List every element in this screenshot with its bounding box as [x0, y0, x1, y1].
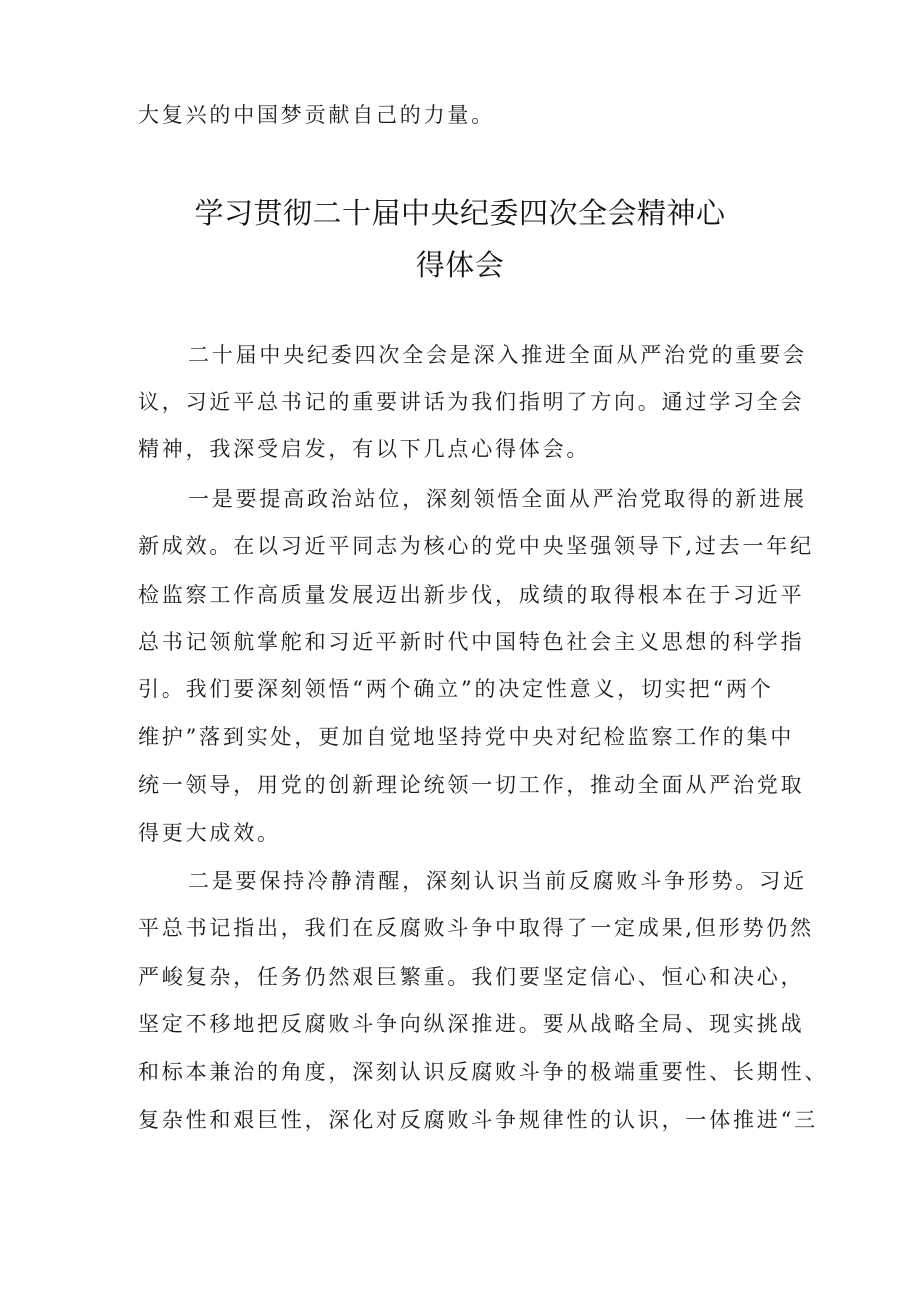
paragraph-line: 得更大成效。: [138, 821, 281, 845]
paragraph-line: 检监察工作高质量发展迈出新步伐，成绩的取得根本在于习近平: [138, 583, 805, 607]
paragraph-line: 总书记领航掌舵和习近平新时代中国特色社会主义思想的科学指: [138, 630, 805, 654]
paragraph-line: 坚定不移地把反腐败斗争向纵深推进。要从战略全局、现实挑战: [138, 1012, 805, 1036]
paragraph-line: 维护”落到实处，更加自觉地坚持党中央对纪检监察工作的集中: [138, 725, 795, 749]
paragraph-line: 二是要保持冷静清醒，深刻认识当前反腐败斗争形势。习近: [188, 869, 807, 893]
paragraph-line: 新成效。在以习近平同志为核心的党中央坚强领导下,过去一年纪: [138, 534, 814, 558]
document-title-line-2: 得体会: [415, 248, 505, 282]
paragraph-line: 议，习近平总书记的重要讲话为我们指明了方向。通过学习全会: [138, 390, 805, 414]
paragraph-line: 平总书记指出，我们在反腐败斗争中取得了一定成果,但形势仍然: [138, 916, 814, 940]
paragraph-line: 统一领导，用党的创新理论统领一切工作，推动全面从严治党取: [138, 773, 805, 797]
paragraph-line: 一是要提高政治站位，深刻领悟全面从严治党取得的新进展: [188, 487, 807, 511]
paragraph-line: 引。我们要深刻领悟“两个确立”的决定性意义，切实把“两个: [138, 677, 774, 701]
paragraph-line: 复杂性和艰巨性，深化对反腐败斗争规律性的认识，一体推进“三: [138, 1108, 818, 1132]
document-title-line-1: 学习贯彻二十届中央纪委四次全会精神心: [194, 196, 726, 230]
paragraph-line: 和标本兼治的角度，深刻认识反腐败斗争的极端重要性、长期性、: [138, 1060, 829, 1084]
paragraph-line: 二十届中央纪委四次全会是深入推进全面从严治党的重要会: [188, 343, 807, 367]
paragraph-line: 严峻复杂，任务仍然艰巨繁重。我们要坚定信心、恒心和决心，: [138, 965, 805, 989]
paragraph-line: 精神，我深受启发，有以下几点心得体会。: [138, 437, 591, 461]
carryover-line: 大复兴的中国梦贡献自己的力量。: [138, 103, 495, 127]
